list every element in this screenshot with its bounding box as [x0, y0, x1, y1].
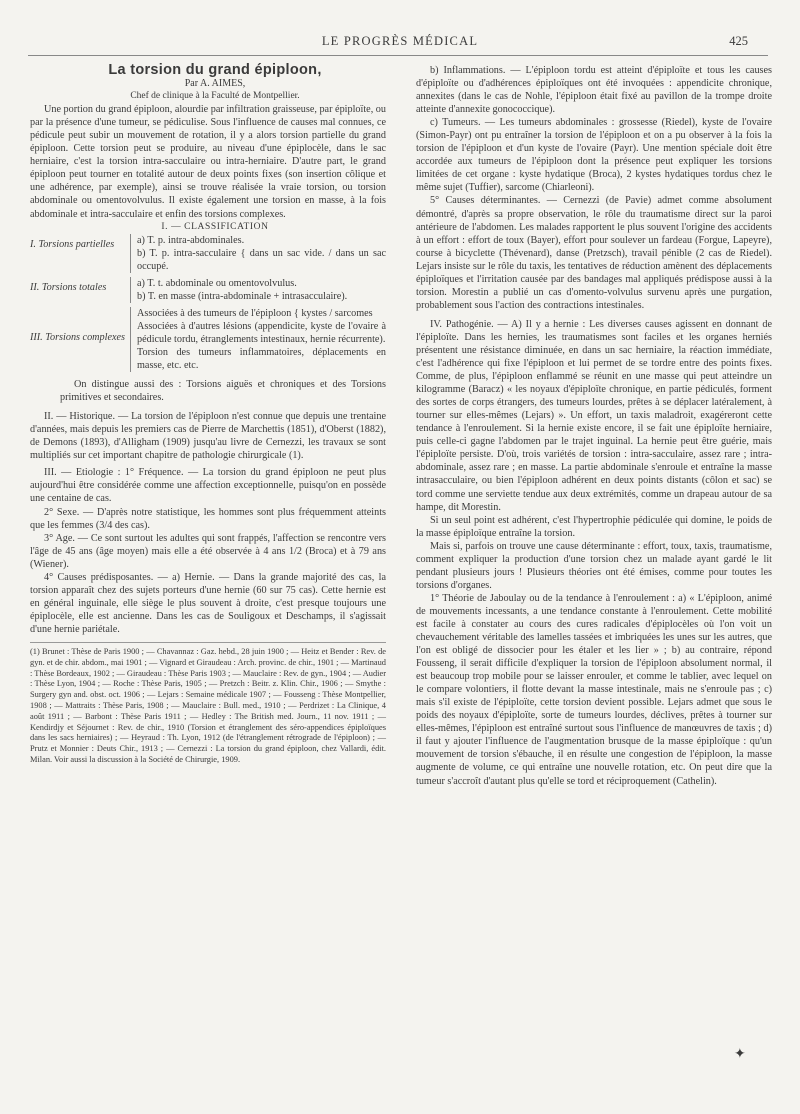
- page-number: 425: [729, 34, 748, 48]
- sexe-paragraph: 2° Sexe. — D'après notre statistique, les hommes sont plus fréquemment atteints que les femmes (3/4 des cas).: [30, 506, 386, 531]
- tumeurs-paragraph: c) Tumeurs. — Les tumeurs abdominales : grossesse (Riedel), kyste de l'ovaire (Simon-Payr) ont pu entraîner la torsion de l'épiploon et on a pu observer à la fois la torsion de l'épiploon et d'un kyste de l'ovaire (Payr). Une mention spéciale doit être accordée aux tumeurs de l'épiploon dont la présence peut expliquer les torsions limitées de cet organe : kyste hydatique (Broca), 2 kystes hydatiques tordus chez le même sujet (Tuffier), sarcome (Chiarleoni).: [416, 117, 772, 194]
- author-line: Par A. AIMES,: [184, 78, 246, 90]
- causes-paragraph: 4° Causes prédisposantes. — a) Hernie. — Dans la grande majorité des cas, la torsion apparaît chez des sujets porteurs d'une hernie (60 sur 75 cas). Cette hernie est en général inguinale, elle siège le plus souvent à droite, c'est presque toujours une épiplocèle, elle est ancienne. Dans les cas de Souligoux et Deschamps, il s'agissait d'une hernie pariétale.: [30, 571, 386, 635]
- class-item: Torsion des tumeurs inflammatoires, déplacements en masse, etc. etc.: [137, 346, 386, 372]
- journal-title: LE PROGRÈS MÉDICAL: [321, 34, 479, 48]
- class-label-partial: I. Torsions partielles: [30, 238, 115, 250]
- ornament-icon: ✦: [734, 1047, 746, 1062]
- inflammations-paragraph: b) Inflammations. — L'épiploon tordu est atteint d'épiploïte et tous les causes d'épiploïte ou d'adhérences épiploïques ont été invoquées : appendicite chronique, annexites (dans le cas de Nohle, l'épiploon était fixé au pavillon de la trompe droite atteinte d'annexite gonococcique).: [416, 65, 772, 116]
- footnote: (1) Brunet : Thèse de Paris 1900 ; — Chavannaz : Gaz. hebd., 28 juin 1900 ; — Heitz et Bender : Rev. de gyn. et de chir. abdom., mai 1901 ; — Vignard et Giraudeau : Arch. provinc. de chir., 1901 ; — Martinaud : Thèse Bordeaux, 1902 ; — Giraudeau : Thèse Paris 1903 ; — Mauclaire : Rev. de gyn., 1904 ; — Audier : Thèse Lyon, 1904 ; — Roche : Thèse Paris, 1905 ; — Pretzch : Beitr. z. Klin. Chir., 1906 ; — Smythe : Surgery gyn and. obst. oct. 1906 ; — Lejars : Semaine médicale 1907 ; — Fousseng : Thèse Montpellier, 1908 ; — Mattraits : Thèse Paris, 1908 ; — Mauclaire : Bull. med., 1910 ; — Perdrizet : La Clinique, 4 août 1911 ; — Barbont : Thèse Paris 1911 ; — Hedley : The British med. Journ., 11 nov. 1911 ; — Kendirdjy et Séjournet : Rev. de chir., 1910 (Torsion et étranglement des séro-appendices épiploïques dans les sacs herniaires) ; — Heyraud : Th. Lyon, 1912 (de l'étranglement rétrograde de l'épiploon) ; — Prutz et Monnier : Deuts Chir., 1913 ; — Cernezzi : La torsion du grand épiploon, chez Vallardi, édit. Milan. Voir aussi la discussion à la Société de Chirurgie, 1909.: [30, 642, 386, 766]
- classification-heading: I. — CLASSIFICATION: [161, 221, 269, 232]
- class-item: Associées à des tumeurs de l'épiploon { kystes / sarcomes: [137, 307, 373, 319]
- classification-table: [30, 234, 386, 372]
- header-rule: [28, 55, 768, 56]
- intro-paragraph: Une portion du grand épiploon, alourdie par infiltration graisseuse, par épiploïte, ou par la présence d'une tumeur, se pédiculise. Sous l'influence de causes mal connues, ce pédicule peut subir un mouvement de rotation, il y a alors torsion partielle du grand épiploon. Cette torsion peut se produire, au niveau d'une épiplocèle, dans le sac herniaire, c'est la torsion intra-sacculaire ou intra-herniaire. D'autre part, le grand épiploon peut tourner en totalité autour de deux points fixes (son insertion côlique et une adhérence, par exemple), ainsi se trouve réalisée la vraie torsion, ou torsion abdominale ou omentovolvulus. Il existe également une torsion en masse, à la fois abdominale et intra-sacculaire et enfin des torsions complexes.: [30, 104, 386, 220]
- age-paragraph: 3° Age. — Ce sont surtout les adultes qui sont frappés, l'affection se rencontre vers l'âge de 45 ans (âge moyen) mais elle a été observée à 4 ans 1/2 (Broca) et à 79 ans (Wiener).: [30, 532, 386, 570]
- class-items-partial: [130, 234, 386, 273]
- class-item: a) T. t. abdominale ou omentovolvulus.: [137, 277, 297, 289]
- class-label-complex: III. Torsions complexes: [30, 331, 125, 343]
- class-row-partial: [30, 234, 386, 273]
- running-head: [0, 34, 800, 50]
- class-items-complex: [130, 307, 386, 372]
- etiologie-paragraph: III. — Etiologie : 1° Fréquence. — La torsion du grand épiploon ne peut plus aujourd'hui être considérée comme une affection exceptionnelle, puisqu'on en possède une centaine de cas.: [30, 467, 386, 505]
- pathogenie-paragraph: IV. Pathogénie. — A) Il y a hernie : Les diverses causes agissent en donnant de l'épiploïte. Dans les hernies, les traumatismes sont faciles et les organes herniés présentent une résistance diminuée, en dans un sac herniaire, la réaction immédiate, c'est l'adhérence qui fixe l'épiploon et lui permet de se tordre entre des points fixes. Comme, de plus, l'épiploon enflammé se réunit en une masse qui peut atteindre un kilogramme (Baracz) « les noyaux d'épiploïte chronique, en partie pédiculés, forment des sortes de corps étrangers, des tumeurs lourdes, prêtes à se déplacer latéralement, à tourner sur elles-mêmes (Lejars) ». Un effort, un taxis maladroit, exagéreront cette tendance à l'enroulement. Si la hernie existe encore, il se fait une épiploïte herniaire, puis celle-ci gagne l'abdomen par le trajet inguinal. La hernie peut être guérie, mais l'épiploïte persiste. D'où, trois variétés de torsion : intra-sacculaire, assez rare ; intra-abdominale, assez rare ; en masse. La partie abdominale s'enroule et entraîne la masse intrasacculaire, ou bien l'épiploon adhérent en deux points distants (côlon et sac) se tord comme une serviette tendue aux deux extrémités, comme un drapeau autour de sa hampe, dit Morestin.: [416, 318, 772, 513]
- class-item: b) T. en masse (intra-abdominale + intrasacculaire).: [137, 290, 348, 302]
- causes-determinantes-paragraph: 5° Causes déterminantes. — Cernezzi (de Pavie) admet comme absolument démontré, d'après sa propre observation, le rôle du traumatisme direct sur la paroi antérieure de l'abdomen. Les malades rapportent le plus souvent l'origine des accidents à un effort : effort de toux (Bayer), effort pour soulever un fardeau (Forgue, Lapeyre), course à bicyclette (Thévenard), danse (Pretzsch), travail pénible (2 cas de Riedel). Lejars insiste sur le rôle du taxis, les tentatives de réduction amènent des déplacements épiploïques et l'irritation causée par des bandages mal appliqués prédispose aussi à la torsion. Morestin a publié un cas d'omento-volvulus survenu après une purgation, probablement sous l'action des contractions intestinales.: [416, 195, 772, 311]
- author-affiliation: Chef de clinique à la Faculté de Montpellier.: [130, 91, 300, 102]
- right-column: [416, 64, 772, 788]
- left-column: [30, 64, 386, 766]
- class-row-total: [30, 277, 386, 303]
- class-item: Associées à d'autres lésions (appendicite, kyste de l'ovaire à pédicule tordu, étranglements intestinaux, hernie récurrente).: [137, 320, 386, 345]
- hypertrophie-paragraph: Si un seul point est adhérent, c'est l'hypertrophie pédiculée qui domine, le poids de la masse épiploïque entraîne la torsion.: [416, 514, 772, 539]
- class-item: a) T. p. intra-abdominales.: [137, 234, 245, 246]
- class-label-total: II. Torsions totales: [30, 281, 107, 293]
- class-row-complex: [30, 307, 386, 372]
- class-items-total: [130, 277, 386, 303]
- historique-paragraph: II. — Historique. — La torsion de l'épiploon n'est connue que depuis une trentaine d'années, mais depuis les premiers cas de Pierre de Marchettis (1851), d'Oberst (1882), de Demons (1893), d'Alligham (1909) jusqu'au livre de Cernezzi, les travaux se sont multipliés sur cet important chapitre de pathologie chirurgicale (1).: [30, 411, 386, 462]
- article-title: La torsion du grand épiploon,: [108, 62, 322, 78]
- mais-paragraph: Mais si, parfois on trouve une cause déterminante : effort, toux, taxis, traumatisme, comment expliquer la production d'une torsion chez un malade ayant gardé le lit pendant plusieurs jours ! Plusieurs théories ont été émises, comme pour toutes les torsions d'organes.: [416, 540, 772, 591]
- theorie-paragraph: 1° Théorie de Jaboulay ou de la tendance à l'enroulement : a) « L'épiploon, animé de mouvements incessants, a une tendance constante à l'enroulement. Cette mobilité est facile à constater au cours des cures radicales d'épiplocèles où l'on voit un chevauchement véritable des lamelles tassées et imbriquées les unes sur les autres, que l'on est obligé de dissocier pour les étaler et les lier » ; b) au contraire, répond Fousseng, il serait difficile d'expliquer la torsion de l'épiploon absolument normal, il est beaucoup trop mobile pour se laisser enrouler, et comme le tablier, avec lequel on le compare volontiers, il flotte devant la masse intestinale, mais ne s'enroule pas ; c) mais s'il existe de l'épiploïte, cette torsion devient possible. Lejars admet que sous le poids des noyaux d'épiploïte, sorte de tumeurs lourdes, déclives, prêtes à tourner sur elles-mêmes, l'épiploon est entraîné surtout sous l'influence de manœuvres de taxis ; d) il faut y ajouter l'influence de l'augmentation brusque de la masse épiploïque : qu'un mouvement de torsion s'ébauche, il en résulte une congestion de l'épiploon, la masse augmente de volume, ce qui entraîne une nouvelle rotation, etc. On peut dire que la tumeur s'accroît d'autant plus qu'elle se tord et réciproquement (Cathelin).: [416, 592, 772, 787]
- class-item: b) T. p. intra-sacculaire { dans un sac vide. / dans un sac occupé.: [137, 247, 386, 272]
- classification-distinction: On distingue aussi des : Torsions aiguës et chroniques et des Torsions primitives et secondaires.: [60, 379, 386, 404]
